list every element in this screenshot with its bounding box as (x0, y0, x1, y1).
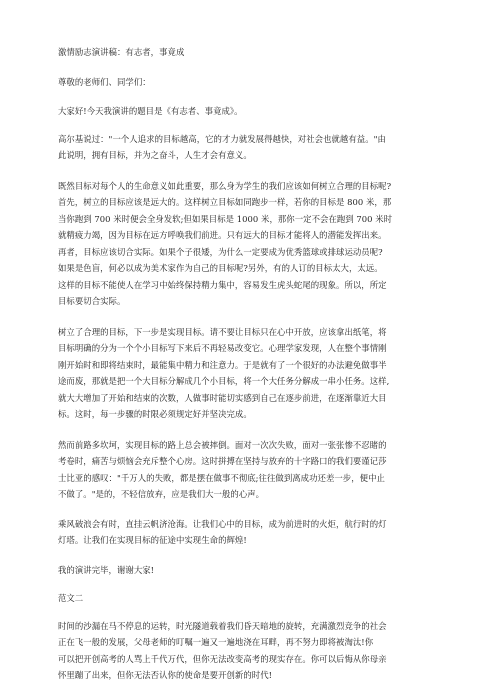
closing-line: 我的演讲完毕，谢谢大家! (58, 564, 155, 575)
text-line: 当你跑到 700 米时便会全身发软;但如果目标是 1000 米，那你一定不会在跑到 700 米时 (58, 213, 393, 224)
text-line: 标。这时，每一步骤的时限必须规定好并坚决完成。 (58, 409, 252, 419)
body-paragraph-achieve (58, 324, 444, 423)
text-line: 目标要切合实际。 (58, 296, 126, 306)
text-line: 时间的沙漏在马不停息的运转，时光隧道载着我们昏天暗地的旋转，充满激烈竞争的社会 (58, 620, 387, 631)
body-paragraph-setbacks (58, 437, 444, 503)
body-paragraph-sample-two (58, 618, 444, 684)
text-line: 就精疲力竭，因为目标在远方呼唤我们前进。只有远大的目标才能将人的潜能发挥出来。 (58, 230, 387, 240)
greeting: 尊敬的老师们、同学们： (58, 76, 151, 87)
text-line: 乘风破浪会有时，直挂云帆济沧海。让我们心中的目标，成为前进时的火炬，航行时的灯 (58, 518, 387, 529)
text-line: 这样的目标不能使人在学习中始终保持精力集中，容易发生虎头蛇尾的现象。所以，所定 (58, 279, 387, 290)
text-line: 怀里蹦了出来，但你无法否认你的使命是要开创新的时代! (58, 670, 273, 680)
quote-paragraph (58, 131, 444, 164)
text-line: 灯塔。让我们在实现目标的征途中实现生命的辉煌! (58, 535, 247, 545)
text-line: 考卷时，痛苦与烦恼会充斥整个心房。这时拼搏在坚持与放弃的十字路口的我们要谨记莎 (58, 456, 387, 466)
text-line: 正在飞一般的发展，父母老师的叮嘱一遍又一遍地浇在耳畔，再不努力即将被淘汰!你 (58, 637, 374, 647)
text-line: 目标明确的分为一个个小目标写下来后不再轻易改变它。心理学家发现，人在整个事情刚 (58, 343, 387, 353)
text-line: 高尔基说过："一个人追求的目标越高，它的才力就发展得越快，对社会也就越有益。"由 (58, 133, 386, 144)
text-line: 士比亚的感叹："千万人的失败，都是摆在做事不彻底;往往做到离成功还差一步，便中止 (58, 472, 385, 483)
text-line: 此说明，拥有目标，并为之奋斗，人生才会有意义。 (58, 150, 252, 160)
text-line: 途而废，那就是把一个大目标分解成几个小目标，将一个大任务分解成一串小任务。这样, (58, 376, 390, 386)
document-title: 激情励志演讲稿：有志者，事竟成 (58, 47, 185, 57)
text-line: 然而前路多坎坷，实现目标的路上总会被摔倒。面对一次次失败，面对一张张惨不忍睹的 (58, 439, 387, 450)
text-line: 就大大增加了开始和结束的次数，人做事时能切实感到自己在逐步前进，在逐渐靠近大目 (58, 392, 387, 403)
section-heading: 范文二 (58, 593, 84, 603)
body-paragraph-goals (58, 178, 444, 310)
text-line: 不做了。"是的，不轻信放弃，应是我们大一般的心声。 (58, 489, 265, 499)
text-line: 再者，目标应该切合实际。如果个子很矮，为什么一定要成为优秀篮球或排球运动员呢? (58, 246, 383, 257)
text-line: 树立了合理的目标，下一步是实现目标。请不要让目标只在心中开放，应该拿出纸笔，将 (58, 326, 387, 337)
text-line: 既然目标对每个人的生命意义如此重要，那么身为学生的我们应该如何树立合理的目标呢? (58, 180, 392, 191)
text-line: 首先，树立的目标应该是远大的。这样树立目标如同跑步一样，若你的目标是 800 米，那 (58, 197, 392, 207)
intro-paragraph: 大家好!今天我演讲的题目是《有志者、事竟成》。 (58, 106, 243, 116)
text-line: 可以把开创高考的人骂上千代万代，但你无法改变高考的现实存在。你可以后悔从你母亲 (58, 653, 387, 664)
body-paragraph-conclusion (58, 516, 444, 549)
text-line: 刚开始时和即将结束时，最能集中精力和注意力。于是就有了一个很好的办法避免做事半 (58, 359, 387, 370)
text-line: 如果是色盲，何必以成为美术家作为自己的目标呢?另外，有的人订的目标太大，太远。 (58, 263, 383, 273)
